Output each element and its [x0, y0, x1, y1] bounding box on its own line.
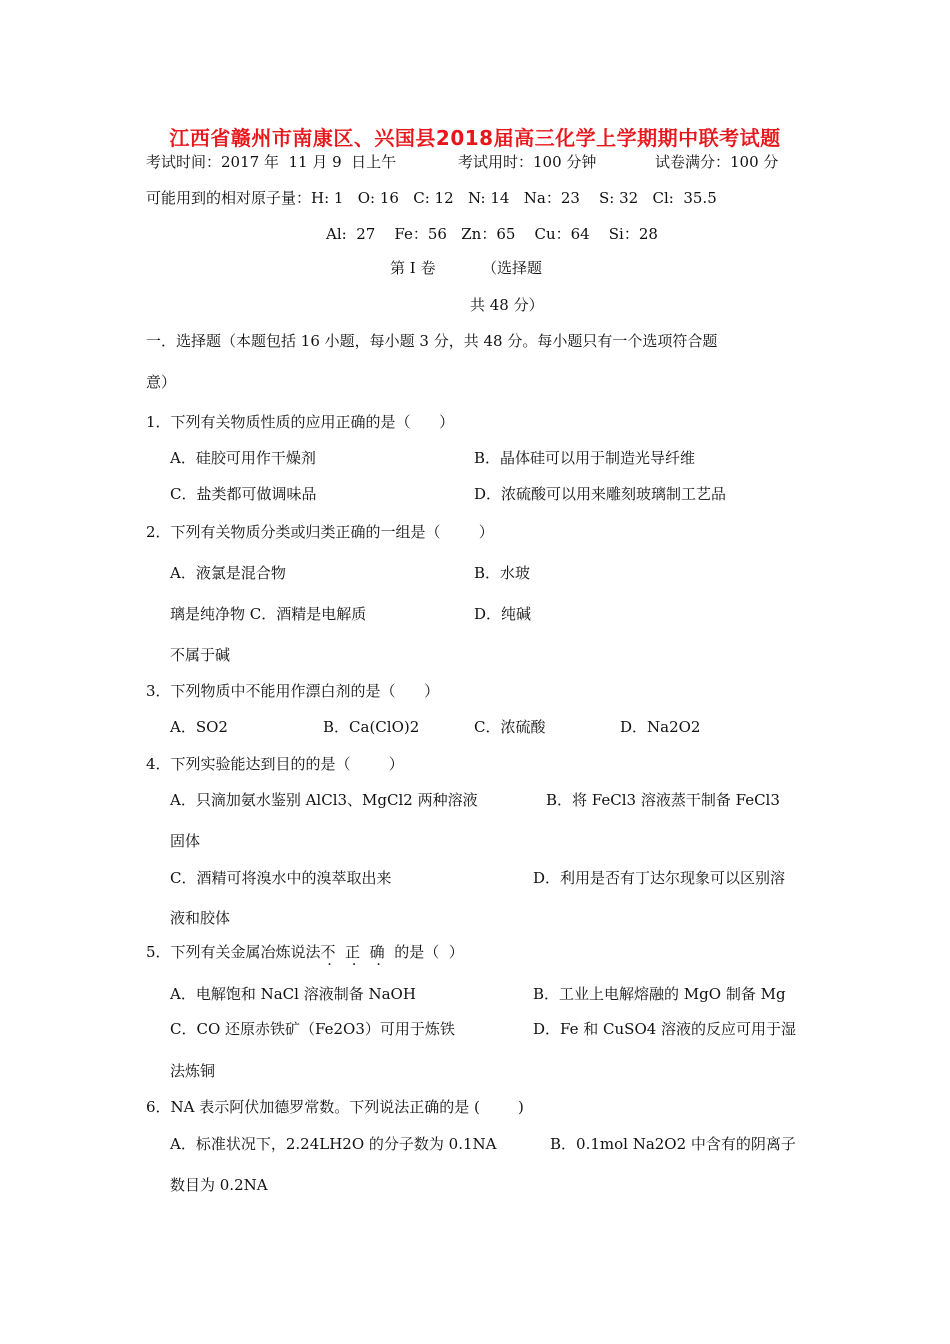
q3-stem: 3．下列物质中不能用作漂白剂的是（ ） [146, 682, 440, 700]
q2-option-b: B．水玻 [474, 564, 531, 582]
q2-option-a: A．液氯是混合物 [170, 564, 286, 582]
q1-option-d: D．浓硫酸可以用来雕刻玻璃制工艺品 [474, 485, 727, 503]
q5-option-c: C．CO 还原赤铁矿（Fe2O3）可用于炼铁 [170, 1020, 455, 1038]
q4-option-d: D．利用是否有丁达尔现象可以区别溶 [533, 869, 786, 887]
q5-option-a: A．电解饱和 NaCl 溶液制备 NaOH [170, 985, 416, 1003]
q5-emphasis-bu: 不 [320, 943, 336, 961]
q5-option-d: D．Fe 和 CuSO4 溶液的反应可用于湿 [533, 1020, 797, 1038]
q2-option-b-cont-and-c: 璃是纯净物 C．酒精是电解质 [170, 605, 367, 623]
q6-option-b-cont: 数目为 0.2NA [170, 1176, 268, 1194]
q1-option-a: A．硅胶可用作干燥剂 [170, 449, 316, 467]
q2-stem: 2．下列有关物质分类或归类正确的一组是（ ） [146, 523, 494, 541]
q6-option-a: A．标准状况下，2.24LH2O 的分子数为 0.1NA [170, 1135, 497, 1153]
section-heading: 一．选择题（本题包括 16 小题，每小题 3 分，共 48 分。每小题只有一个选项符合题 [146, 332, 718, 350]
volume-label: 第 I 卷 [390, 259, 436, 277]
q3-option-b: B．Ca(ClO)2 [323, 718, 420, 736]
q5-stem-start: 5．下列有关金属冶炼说法 [146, 943, 321, 961]
q5-stem-end: 的是（ ） [394, 943, 464, 961]
q5-emphasis-zheng: 正 [345, 943, 361, 961]
q1-option-b: B．晶体硅可以用于制造光导纤维 [474, 449, 696, 467]
q3-option-c: C．浓硫酸 [474, 718, 546, 736]
section-heading-cont: 意） [146, 373, 177, 391]
exam-title: 江西省赣州市南康区、兴国县2018届高三化学上学期期中联考试题 [169, 126, 781, 150]
atomic-mass-line-1: 可能用到的相对原子量：H: 1 O: 16 C: 12 N: 14 Na：23 S: 32 Cl: 35.5 [146, 189, 717, 207]
q4-option-b-cont: 固体 [170, 832, 201, 850]
q5-emphasis-que: 确 [369, 943, 385, 961]
q4-option-d-cont: 液和胶体 [170, 909, 231, 927]
q4-option-a: A．只滴加氨水鉴别 AlCl3、MgCl2 两种溶液 [170, 791, 478, 809]
q2-option-d: D．纯碱 [474, 605, 532, 623]
exam-time: 考试时间：2017 年 11 月 9 日上午 [146, 153, 397, 171]
q2-option-d-cont: 不属于碱 [170, 646, 231, 664]
q3-option-a: A．SO2 [170, 718, 228, 736]
q5-option-b: B．工业上电解熔融的 MgO 制备 Mg [533, 985, 786, 1003]
q4-option-b: B．将 FeCl3 溶液蒸干制备 FeCl3 [546, 791, 780, 809]
q5-stem [146, 942, 464, 962]
q4-option-c: C．酒精可将溴水中的溴萃取出来 [170, 869, 392, 887]
q3-option-d: D．Na2O2 [620, 718, 701, 736]
q6-option-b: B．0.1mol Na2O2 中含有的阴离子 [550, 1135, 796, 1153]
exam-duration: 考试用时：100 分钟 [458, 153, 597, 171]
q1-stem: 1．下列有关物质性质的应用正确的是（ ） [146, 413, 455, 431]
full-score: 试卷满分：100 分 [655, 153, 779, 171]
q4-stem: 4．下列实验能达到目的的是（ ） [146, 755, 404, 773]
volume-total: 共 48 分） [470, 296, 544, 314]
volume-type: （选择题 [482, 259, 543, 277]
q6-stem: 6．NA 表示阿伏加德罗常数。下列说法正确的是 ( ) [146, 1098, 524, 1116]
q1-option-c: C．盐类都可做调味品 [170, 485, 317, 503]
q5-option-d-cont: 法炼铜 [170, 1062, 216, 1080]
atomic-mass-line-2: Al: 27 Fe：56 Zn：65 Cu：64 Si：28 [326, 225, 658, 243]
